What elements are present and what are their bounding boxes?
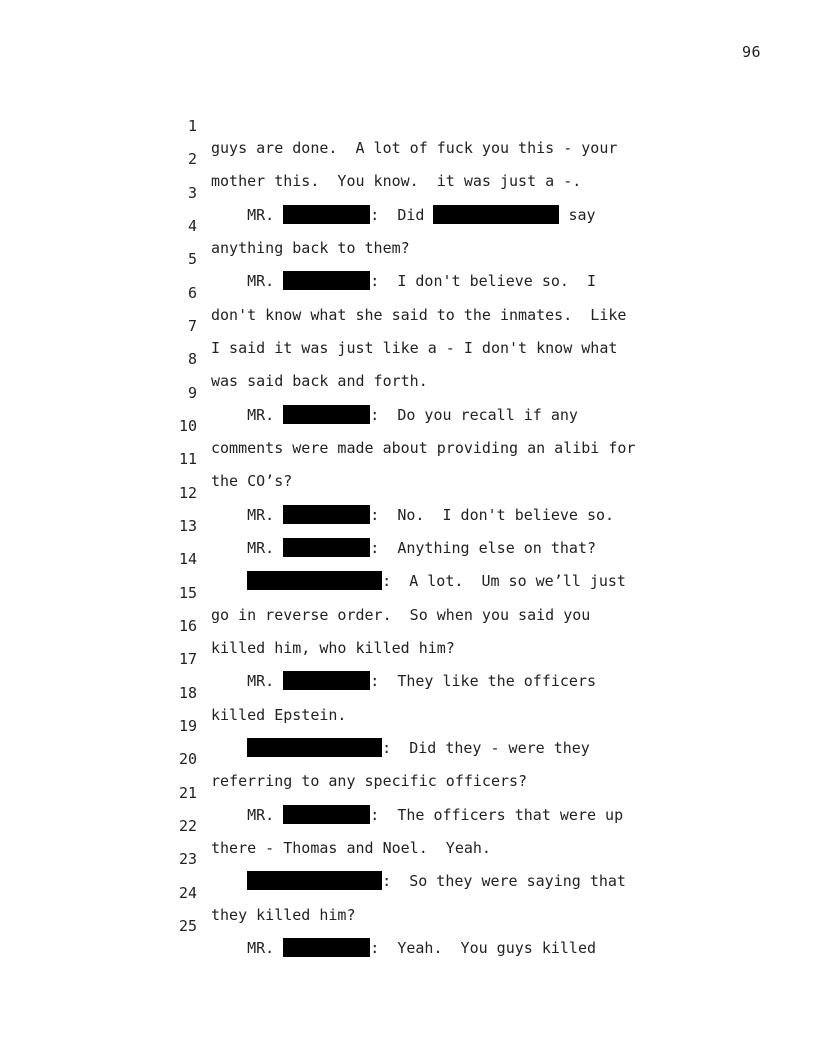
redaction-bar	[247, 871, 382, 890]
line-text	[211, 270, 596, 292]
speaker-prefix: MR.	[211, 406, 284, 424]
line-text: killed him, who killed him?	[211, 639, 455, 657]
redaction-bar	[247, 738, 382, 757]
line-text: mother this. You know. it was just a -.	[211, 172, 582, 190]
line-text: they killed him?	[211, 906, 356, 924]
line-text: the CO’s?	[211, 472, 293, 490]
line-text-rest: : Yeah. You guys killed	[370, 939, 597, 957]
line-number: 15	[178, 584, 197, 602]
transcript-line	[0, 93, 618, 157]
line-number: 9	[187, 384, 197, 402]
line-number: 4	[187, 217, 197, 235]
line-text	[211, 537, 596, 559]
speaker-prefix: MR.	[211, 672, 284, 690]
redaction-bar	[283, 938, 370, 957]
line-number: 22	[178, 817, 197, 835]
speaker-prefix: MR.	[211, 806, 284, 824]
line-text	[211, 937, 596, 959]
line-number: 13	[178, 517, 197, 535]
line-number: 18	[178, 684, 197, 702]
line-text	[211, 870, 626, 892]
line-number: 6	[187, 284, 197, 302]
redaction-bar	[283, 405, 370, 424]
line-text	[211, 737, 590, 759]
line-text	[211, 404, 578, 426]
speaker-prefix: MR.	[211, 272, 284, 290]
line-text	[211, 804, 623, 826]
line-text: was said back and forth.	[211, 372, 428, 390]
redaction-bar	[433, 205, 559, 224]
line-number: 24	[178, 884, 197, 902]
line-text-rest: : I don't believe so. I	[370, 272, 597, 290]
line-text: go in reverse order. So when you said you	[211, 606, 591, 624]
line-number: 16	[178, 617, 197, 635]
redaction-bar	[283, 671, 370, 690]
line-number: 11	[178, 450, 197, 468]
line-text-rest: : Did they - were they	[382, 739, 590, 757]
redaction-bar	[283, 271, 370, 290]
line-number: 7	[187, 317, 197, 335]
redaction-bar	[283, 505, 370, 524]
line-number: 12	[178, 484, 197, 502]
speaker-prefix	[211, 572, 247, 590]
transcript-line	[0, 860, 356, 924]
line-text	[211, 670, 596, 692]
line-number: 3	[187, 184, 197, 202]
line-text: comments were made about providing an alibi for	[211, 439, 636, 457]
speaker-prefix: MR.	[211, 506, 284, 524]
line-number: 10	[178, 417, 197, 435]
line-text-rest: : Do you recall if any	[370, 406, 578, 424]
line-number: 5	[187, 250, 197, 268]
redaction-bar	[247, 571, 382, 590]
line-text: referring to any specific officers?	[211, 772, 528, 790]
line-text	[211, 570, 626, 592]
page-number: 96	[742, 43, 762, 61]
redaction-bar	[283, 205, 370, 224]
line-text-rest: : They like the officers	[370, 672, 597, 690]
line-number: 19	[178, 717, 197, 735]
line-number: 20	[178, 750, 197, 768]
speaker-prefix	[211, 872, 247, 890]
line-number: 25	[178, 917, 197, 935]
line-text-rest: : The officers that were up	[370, 806, 624, 824]
line-number: 1	[187, 117, 197, 135]
line-text-rest: : A lot. Um so we’ll just	[382, 572, 626, 590]
line-text: anything back to them?	[211, 239, 410, 257]
speaker-prefix	[211, 739, 247, 757]
line-number: 8	[187, 350, 197, 368]
line-number: 14	[178, 550, 197, 568]
line-text: guys are done. A lot of fuck you this - your	[211, 139, 618, 157]
line-text	[211, 504, 614, 526]
line-text-middle: : Did	[370, 206, 434, 224]
line-text: there - Thomas and Noel. Yeah.	[211, 839, 491, 857]
line-number: 21	[178, 784, 197, 802]
redaction-bar	[283, 538, 370, 557]
line-text-rest: : Anything else on that?	[370, 539, 597, 557]
redaction-bar	[283, 805, 370, 824]
line-text: don't know what she said to the inmates. Like	[211, 306, 627, 324]
speaker-prefix: MR.	[211, 939, 284, 957]
speaker-prefix: MR.	[211, 206, 284, 224]
line-text: I said it was just like a - I don't know what	[211, 339, 618, 357]
line-number: 2	[187, 150, 197, 168]
line-text-rest: say	[559, 206, 596, 224]
line-text: killed Epstein.	[211, 706, 347, 724]
speaker-prefix: MR.	[211, 539, 284, 557]
line-number: 23	[178, 850, 197, 868]
line-text-rest: : So they were saying that	[382, 872, 626, 890]
line-text	[211, 204, 596, 226]
line-text-rest: : No. I don't believe so.	[370, 506, 615, 524]
line-number: 17	[178, 650, 197, 668]
